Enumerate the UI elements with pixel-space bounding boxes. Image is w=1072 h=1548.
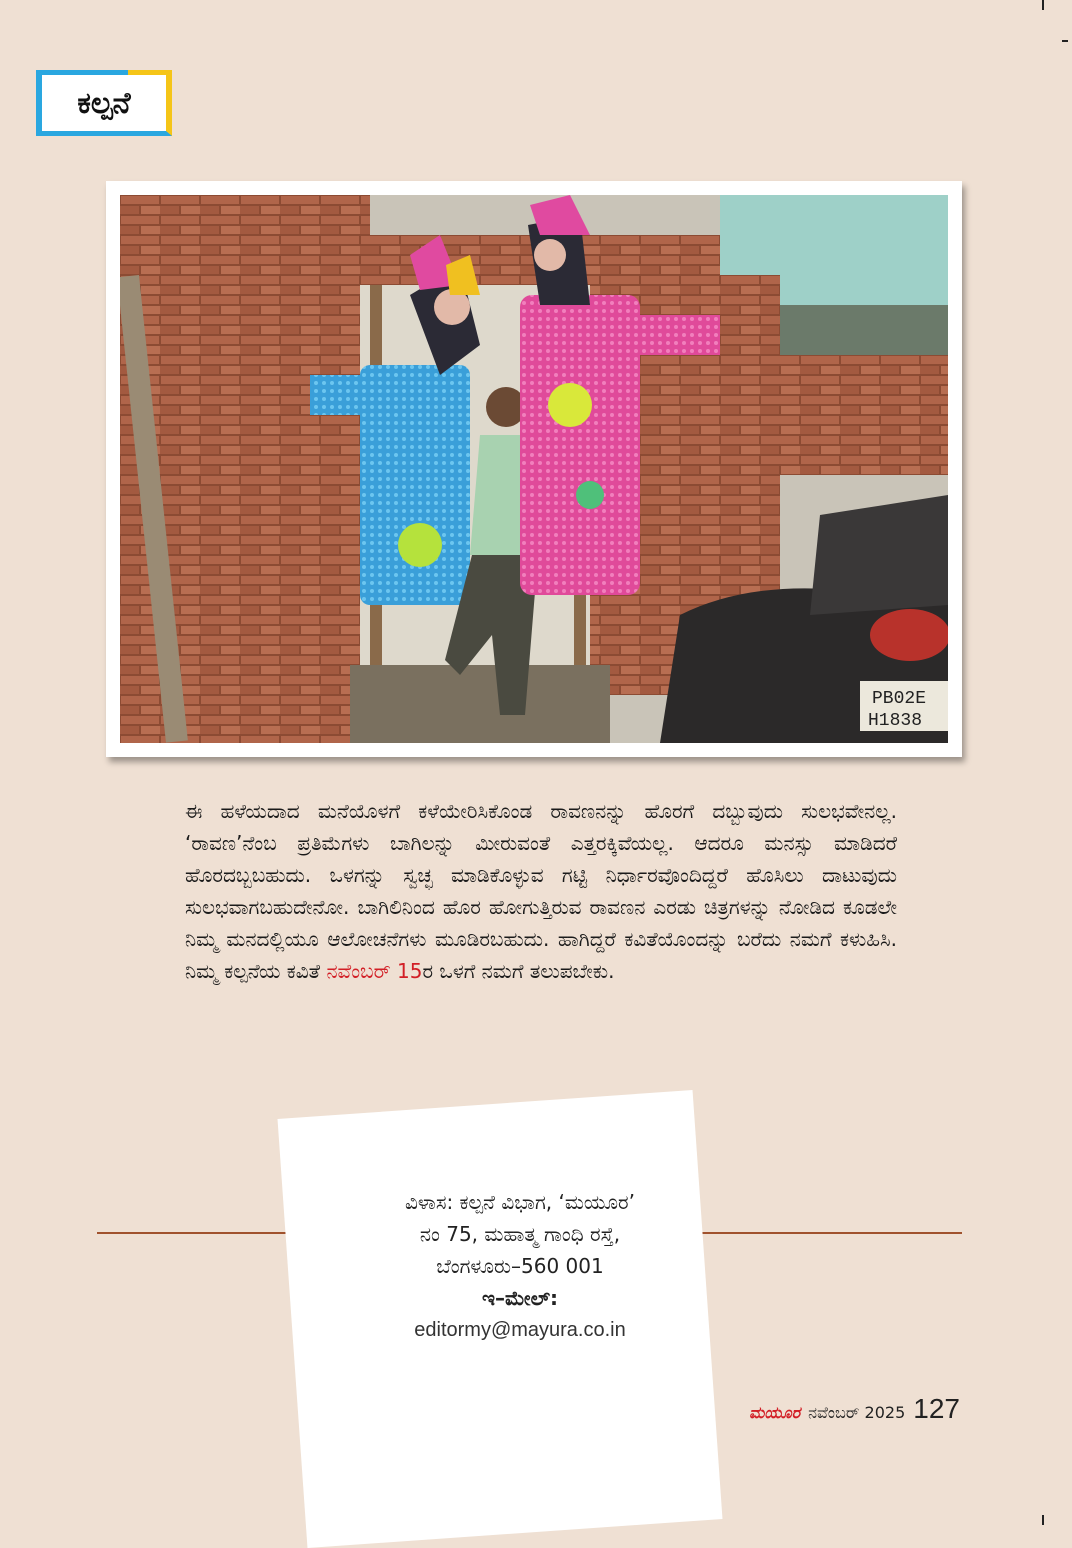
crop-mark [1042, 1515, 1044, 1525]
address-block [320, 1186, 720, 1346]
ravana-effigies-photo [120, 195, 948, 743]
photo-frame [106, 181, 962, 757]
section-badge [36, 70, 172, 136]
deadline-date: ನವೆಂಬರ್ 15 [326, 959, 423, 983]
magazine-brand: ಮಯೂರ [749, 1403, 801, 1422]
paragraph-text-end: ರ ಒಳಗೆ ನಮಗೆ ತಲುಪಬೇಕು. [422, 959, 615, 983]
plate-top: PB02E [872, 689, 927, 709]
email-label: ಇ–ಮೇಲ್: [481, 1286, 559, 1310]
email-address[interactable]: editormy@mayura.co.in [414, 1319, 626, 1341]
section-label: ಕಲ್ಪನೆ [77, 85, 131, 121]
crop-mark [1062, 40, 1068, 42]
crop-mark [1042, 0, 1044, 10]
divider-left [97, 1232, 307, 1234]
address-line-2: ನಂ 75, ಮಹಾತ್ಮ ಗಾಂಧಿ ರಸ್ತೆ, [419, 1222, 621, 1246]
page-number: 127 [913, 1393, 960, 1424]
address-line-1: ವಿಳಾಸ: ಕಲ್ಪನೆ ವಿಭಾಗ, ‘ಮಯೂರ’ [405, 1190, 635, 1214]
plate-bottom: H1838 [868, 711, 923, 731]
issue-date: ನವೆಂಬರ್ 2025 [808, 1403, 906, 1422]
address-line-3: ಬೆಂಗಳೂರು–560 001 [436, 1254, 604, 1278]
divider-right [702, 1232, 962, 1234]
page-footer [749, 1393, 960, 1425]
prompt-paragraph [185, 795, 897, 987]
paragraph-text: ಈ ಹಳೆಯದಾದ ಮನೆಯೊಳಗೆ ಕಳೆಯೇರಿಸಿಕೊಂಡ ರಾವಣನನ್ನು ಹೊರಗೆ ದಬ್ಬುವುದು ಸುಲಭವೇನಲ್ಲ. ‘ರಾವಣ’ನೆಂಬ ಪ್ರತಿಮೆಗಳು ಬಾಗಿಲನ್ನು ಮೀರುವಂತೆ ಎತ್ತರಕ್ಕಿವೆಯಲ್ಲ. ಆದರೂ ಮನಸ್ಸು ಮಾಡಿದರೆ ಹೊರದಬ್ಬಬಹುದು. ಒಳಗನ್ನು ಸ್ವಚ್ಛ ಮಾಡಿಕೊಳ್ಳುವ ಗಟ್ಟಿ ನಿರ್ಧಾರವೊಂದಿದ್ದರೆ ಹೊಸಿಲು ದಾಟುವುದು ಸುಲಭವಾಗಬಹುದೇನೋ. ಬಾಗಿಲಿನಿಂದ ಹೊರ ಹೋಗುತ್ತಿರುವ ರಾವಣನ ಎರಡು ಚಿತ್ರಗಳನ್ನು ನೋಡಿದ ಕೂಡಲೇ ನಿಮ್ಮ ಮನದಲ್ಲಿಯೂ ಆಲೋಚನೆಗಳು ಮೂಡಿರಬಹುದು. ಹಾಗಿದ್ದರೆ ಕವಿತೆಯೊಂದನ್ನು ಬರೆದು ನಮಗೆ ಕಳುಹಿಸಿ. ನಿಮ್ಮ ಕಲ್ಪನೆಯ ಕವಿತೆ [185, 799, 897, 983]
